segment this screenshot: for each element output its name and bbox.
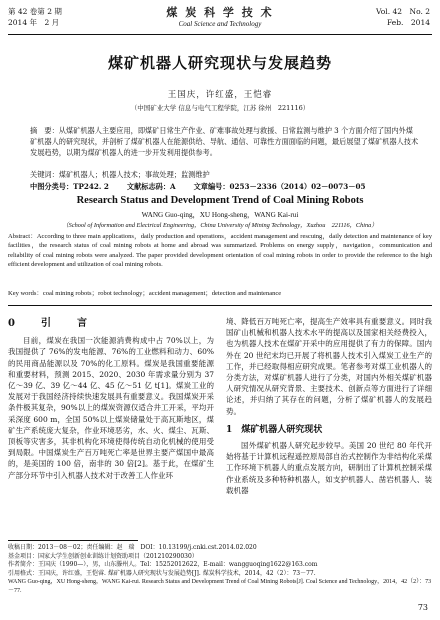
article-number: 文章编号：0253－2336（2014）02－0073－05 xyxy=(193,182,366,191)
authors-en: WANG Guo-qing，XU Hong-sheng，WANG Kai-rui xyxy=(141,211,299,219)
header-right xyxy=(376,6,430,28)
document-code: 文献标志码：A xyxy=(126,182,176,191)
footnote-author: 作者简介：王国庆（1990—），男，山东滕州人。Tel：15252012622，E-mail：wangguoqing1622@163.com xyxy=(8,561,318,569)
section-heading-intro: 0 引 言 xyxy=(8,318,95,329)
section-heading-status: 1 煤矿机器人研究现状 xyxy=(226,424,323,435)
footnote-cite-cn: 引用格式：王国庆，许红盛，王恺睿. 煤矿机器人研究现状与发展趋势[J]. 煤炭科学技术，2014，42（2）：73－77. xyxy=(8,569,316,577)
footnote-received: 收稿日期：2013－08－02；责任编辑：赵 瑞 DOI：10.13199/j.cnki.cst.2014.02.020 xyxy=(8,544,257,551)
journal-name-cn: 煤 炭 科 学 技 术 xyxy=(166,6,274,19)
body-paragraph: 国外煤矿机器人研究起步较早。美国 20 世纪 80 年代开始将基于计算机远程遥控原局部自治式控制作为非结构化采煤工作环境下机器人的重点发展方向，研制出了计算机控制采煤作业系统及多种特种机器人，如支护机器人、凿岩机器人、装载机器 xyxy=(226,441,432,495)
header-center xyxy=(0,4,440,28)
paper-title-en: Research Status and Development Trend of Coal Mining Robots xyxy=(76,195,364,206)
page-number: 73 xyxy=(417,603,428,612)
date-en: Feb. 2014 xyxy=(386,18,430,27)
paper-title-cn: 煤矿机器人研究现状与发展趋势 xyxy=(107,54,332,72)
clc-number: 中图分类号：TP242. 2 xyxy=(30,182,109,191)
keywords-cn: 关键词：煤矿机器人；机器人技术；事故处理；监测维护 xyxy=(30,170,210,179)
header-rule xyxy=(8,34,432,35)
section-divider xyxy=(8,305,432,306)
footnote-cite-en: WANG Guo-qing，XU Hong-sheng，WANG Kai-rui. Research Status and Development Trend of Coal Mining Robots[J]. Coal Science and Technology，2014，42（2）：73－77. xyxy=(8,579,432,594)
date-cn: 2014 年 2 月 xyxy=(8,18,60,27)
abstract-en: Abstract：According to three main applications，daily production and operations，accident management and rescuing，daily detection and maintenance of key facilities，the research status of coal mining robots at home and abroad was summarized. Problems on energy supply，navigation，communication and reliability of coal mining robots were analyzed. The paper provided development orientation of coal mining robots in order to provide the reference to the high efficient development and utilization of coal mining robots. xyxy=(8,233,432,268)
body-column-right xyxy=(226,316,432,496)
body-paragraph: 目前，煤炭在我国一次能源消费构成中占 70%以上，为我国提供了 76%的发电能源、76%的工业燃料和动力、60%的民用商品能源以及 70%的化工原料。煤炭是我国重要能源和重要材料，预测 2015、2020、2030 年需求量分别为 37 亿～39 亿、39 亿～44 亿、45 亿～51 亿 t[1]。煤炭工业的发展对于我国经济持续快速发展具有重要意义。我国煤炭开采条件极其复杂，90%以上的煤炭资源仅适合井工开采，平均开采深度 600 m，全国 50%以上煤炭储量处于高瓦斯地区，煤矿生产系统庞大复杂，作业环境恶劣，水、火、煤尘、瓦斯、顶板等灾害多，其非机构化环境使得传统自动化机械的使用受到局限。中国煤炭生产百万吨死亡率是世界主要产煤国中最高的，是美国的 100 倍，南非的 30 倍[2]。基于此，在煤矿生产部分环节中引入机器人技术对于改善工人作业环 xyxy=(8,336,214,480)
affiliation-cn: （中国矿业大学 信息与电气工程学院，江苏 徐州 221116） xyxy=(130,104,310,112)
body-column-left xyxy=(8,316,214,481)
footnote-rule xyxy=(8,540,138,541)
issue-cn: 第 42 卷第 2 期 xyxy=(8,7,62,16)
journal-name-en: Coal Science and Technology xyxy=(178,20,262,28)
footnote-fund: 基金项目：国家大学生创新创业训练计划资助项目（201210290030） xyxy=(8,552,198,560)
authors-cn: 王国庆，许红盛，王恺睿 xyxy=(167,90,273,100)
journal-header xyxy=(0,0,440,36)
abstract-cn: 摘 要：从煤矿机器人主要应用，即煤矿日常生产作业、矿难事故处理与救援、日常监测与维护 3 个方面介绍了国内外煤矿机器人的研究现状，并剖析了煤矿机器人在能源供给、导航、通信、可靠性方面面临的问题，最后展望了煤矿机器人技术发展趋势，以期为煤矿机器人的进一步开发利用提供参考。 xyxy=(30,126,419,157)
affiliation-en: （School of Information and Electrical Engineering，China University of Mining Technology，Xuzhou 221116，China） xyxy=(62,222,378,229)
keywords-en: Key words：coal mining robots；robot technology；accident management；detection and maintenance xyxy=(8,290,282,297)
vol-en: Vol. 42 No. 2 xyxy=(376,7,430,16)
body-paragraph: 境、降低百万吨死亡率，提高生产效率具有重要意义。同时我国矿山机械和机器人技术水平的提高以及国家相关经费投入，也为机器人技术在煤矿开采中的应用提供了有力的保障。国内外在 20 世纪末均已开展了将机器人技术引入煤炭工业生产的工作，并已经取得相应研究成果。笔者参考对煤工业机器人的分类方法，对煤矿机器人进行了分类，对国内外相关煤矿机器人研究情况从研究背景、主要技术、创新点等方面进行了详细论述，并归纳了其存在的问题，分析了煤矿机器人的发展趋势。 xyxy=(226,317,432,416)
footnote-block xyxy=(8,544,432,596)
classification-row xyxy=(30,182,420,192)
